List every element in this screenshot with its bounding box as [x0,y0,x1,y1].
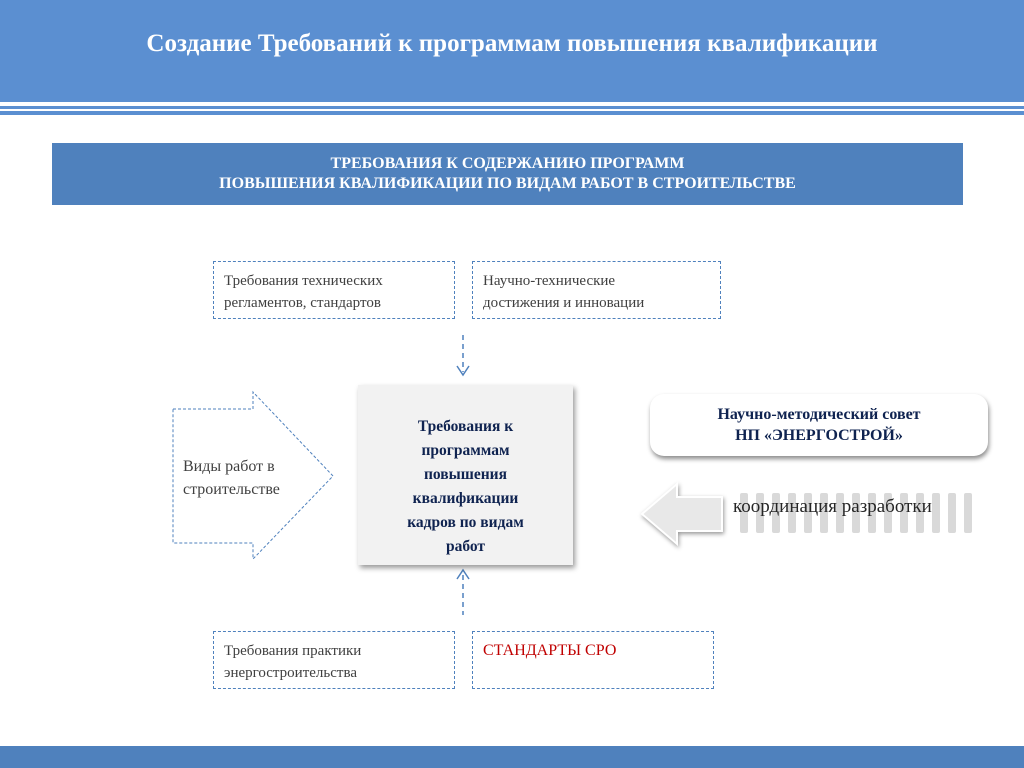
center-line-1: Требования к [417,418,514,435]
footer-bar [0,746,1024,768]
banner-line-1: ТРЕБОВАНИЯ К СОДЕРЖАНИЮ ПРОГРАММ [330,155,685,172]
page-title: Создание Требований к программам повышения квалификации [146,30,878,57]
down-arrowhead-icon [457,366,469,375]
box-tech-regulations-line-2: регламентов, стандартов [224,295,381,311]
box-sro-standards-line-1: СТАНДАРТЫ СРО [483,642,617,659]
center-line-4: квалификации [412,490,519,507]
coordination-arrow [642,484,722,544]
council-line-1: Научно-методический совет [717,406,921,423]
work-types-label [183,455,313,501]
center-line-2: программам [421,442,510,459]
coordination-label: координация разработки [733,496,932,517]
box-science-line-2: достижения и инновации [483,295,645,311]
banner-line-2: ПОВЫШЕНИЯ КВАЛИФИКАЦИИ ПО ВИДАМ РАБОТ В СТРОИТЕЛЬСТВЕ [219,175,796,192]
box-practice-line-2: энергостроительства [224,665,357,681]
center-line-6: работ [445,538,486,555]
box-science-line-1: Научно-технические [483,273,616,289]
box-practice-line-1: Требования практики [224,643,362,659]
center-line-5: кадров по видам [407,514,524,531]
work-types-line-2: строительстве [183,481,280,498]
work-types-line-1: Виды работ в [183,458,275,475]
center-line-3: повышения [424,466,507,483]
central-requirements-box [358,385,573,565]
box-tech-regulations-line-1: Требования технических [224,273,383,289]
council-box [650,394,988,456]
council-line-2: НП «ЭНЕРГОСТРОЙ» [735,427,903,444]
